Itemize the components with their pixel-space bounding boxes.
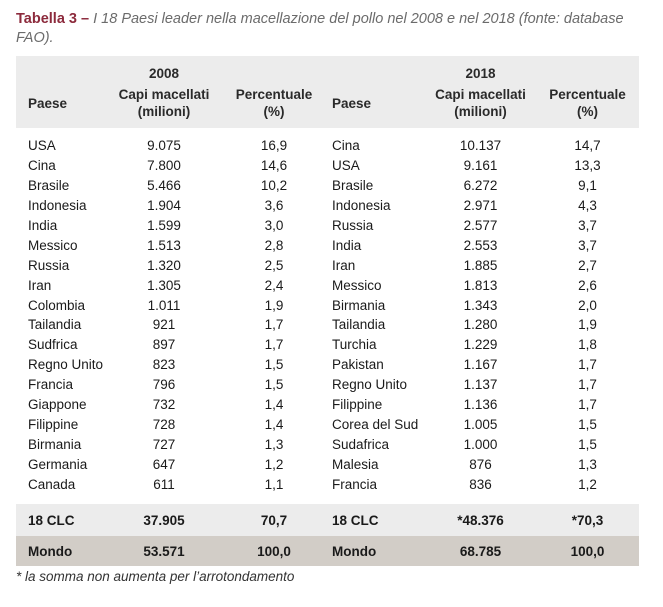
- cell-country-2008: Messico: [28, 237, 78, 253]
- cell-percentuale-2018: 9,1: [578, 178, 597, 194]
- table-row: [16, 355, 639, 375]
- cell-percentuale-2008: 1,3: [264, 436, 284, 452]
- cell-capi-2018: 1.885: [463, 257, 498, 273]
- table-row: [16, 315, 639, 335]
- cell-country-2018: Malesia: [332, 456, 379, 472]
- cell-capi-2008: 1.011: [147, 297, 181, 313]
- column-header-paese-2008: Paese: [16, 84, 106, 128]
- cell-percentuale-2008: 1,1: [264, 476, 284, 492]
- cell-percentuale-2008: 1,9: [264, 297, 284, 313]
- cell-capi-2008: 1.599: [147, 218, 181, 233]
- cell-percentuale-2008: 16,9: [260, 138, 288, 154]
- cell-country-2008: Filippine: [28, 416, 79, 432]
- cell-country-2018: Brasile: [332, 178, 374, 194]
- caption-text: I 18 Paesi leader nella macellazione del pollo nel 2008 e nel 2018 (fonte: database FAO).: [16, 11, 624, 46]
- cell-country-2018: Cina: [332, 138, 360, 154]
- table-row: [16, 196, 639, 216]
- perc-label-line1: Percentuale: [235, 87, 313, 102]
- table-row: [16, 216, 639, 236]
- table-row: [16, 136, 639, 156]
- cell-percentuale-2018: 1,8: [578, 337, 597, 353]
- cell-country-2018: Sudafrica: [332, 436, 390, 452]
- column-header-paese-2018: Paese: [326, 84, 425, 128]
- perc-label-line2: (%): [577, 104, 598, 119]
- cell-capi-2018: 1.005: [463, 416, 498, 432]
- summary-cell: *70,3: [536, 499, 639, 536]
- cell-capi-2018: 6.272: [463, 178, 498, 194]
- perc-label-line2: (%): [263, 104, 285, 119]
- cell-percentuale-2018: 1,7: [578, 397, 597, 413]
- cell-percentuale-2018: 1,5: [578, 436, 597, 452]
- cell-country-2008: Brasile: [28, 178, 70, 194]
- cell-percentuale-2008: 2,4: [264, 277, 284, 293]
- cell-percentuale-2008: 1,2: [264, 456, 284, 472]
- cell-capi-2018: 2.553: [463, 237, 498, 253]
- cell-country-2018: USA: [332, 158, 360, 174]
- table-body: [16, 128, 639, 499]
- cell-percentuale-2018: 1,9: [578, 317, 597, 333]
- cell-capi-2008: 897: [152, 337, 176, 353]
- summary-cell: Mondo: [326, 536, 425, 566]
- table-row: [16, 434, 639, 454]
- cell-capi-2018: 836: [469, 476, 492, 492]
- cell-country-2018: India: [332, 237, 362, 253]
- summary-cell: 70,7: [222, 499, 326, 536]
- cell-country-2018: Corea del Sud: [332, 416, 419, 432]
- cell-country-2008: Colombia: [28, 297, 86, 313]
- cell-percentuale-2018: 1,7: [578, 377, 597, 393]
- cell-country-2008: Birmania: [28, 436, 82, 452]
- capi-label-line1: Capi macellati: [118, 87, 210, 102]
- table-row: [16, 235, 639, 255]
- table-row: [16, 375, 639, 395]
- cell-percentuale-2008: 2,8: [264, 237, 284, 253]
- cell-country-2018: Filippine: [332, 397, 383, 413]
- capi-label-line1: Capi macellati: [435, 87, 526, 102]
- cell-country-2018: Indonesia: [332, 198, 391, 214]
- cell-country-2008: Cina: [28, 158, 56, 174]
- cell-percentuale-2018: 1,5: [578, 416, 597, 432]
- cell-percentuale-2008: 2,5: [264, 257, 284, 273]
- summary-cell: 100,0: [222, 536, 326, 566]
- summary-row-mondo: [16, 536, 639, 566]
- cell-country-2018: Iran: [332, 257, 356, 273]
- cell-capi-2018: 1.136: [463, 397, 498, 413]
- table-header: [16, 56, 639, 128]
- cell-capi-2008: 732: [152, 397, 176, 413]
- table-row: [16, 395, 639, 415]
- cell-capi-2008: 728: [152, 416, 176, 432]
- cell-percentuale-2018: 4,3: [578, 198, 597, 214]
- cell-percentuale-2018: 2,0: [578, 297, 597, 313]
- data-table: [16, 56, 639, 566]
- cell-country-2018: Messico: [332, 277, 382, 293]
- summary-row-18clc: [16, 499, 639, 536]
- cell-percentuale-2008: 1,7: [264, 317, 284, 333]
- cell-country-2008: Francia: [28, 377, 74, 393]
- cell-percentuale-2018: 1,7: [578, 357, 597, 373]
- footnote: * la somma non aumenta per l’arrotondamento: [16, 569, 295, 584]
- cell-capi-2008: 1.320: [147, 257, 181, 273]
- cell-capi-2018: 10.137: [459, 138, 502, 154]
- cell-country-2008: Germania: [28, 456, 88, 472]
- cell-capi-2018: 1.813: [463, 277, 498, 293]
- cell-country-2008: Indonesia: [28, 198, 87, 214]
- perc-label-line1: Percentuale: [549, 87, 626, 102]
- table-row: [16, 454, 639, 474]
- summary-cell: *48.376: [425, 499, 536, 536]
- table-summary: [16, 499, 639, 566]
- cell-percentuale-2008: 3,0: [264, 218, 284, 233]
- cell-capi-2018: 876: [469, 456, 492, 472]
- cell-country-2008: Giappone: [28, 397, 87, 413]
- cell-percentuale-2008: 1,5: [264, 377, 284, 393]
- table-row: [16, 255, 639, 275]
- cell-country-2008: Canada: [28, 476, 76, 492]
- cell-country-2008: India: [28, 218, 58, 233]
- year-2008-heading: 2008: [106, 56, 222, 84]
- cell-capi-2008: 9.075: [147, 138, 181, 154]
- capi-label-line2: (milioni): [454, 104, 507, 119]
- table-row: [16, 176, 639, 196]
- cell-capi-2008: 611: [153, 476, 175, 492]
- table-row: [16, 414, 639, 434]
- cell-capi-2008: 647: [152, 456, 176, 472]
- cell-percentuale-2008: 1,5: [264, 357, 284, 373]
- cell-country-2018: Russia: [332, 218, 374, 233]
- cell-country-2018: Turchia: [332, 337, 377, 353]
- table-row: [16, 275, 639, 295]
- summary-cell: 18 CLC: [326, 499, 425, 536]
- cell-capi-2008: 1.305: [147, 277, 181, 293]
- cell-country-2008: Regno Unito: [28, 357, 104, 373]
- summary-cell: 100,0: [536, 536, 639, 566]
- cell-capi-2018: 1.280: [463, 317, 498, 333]
- cell-percentuale-2018: 14,7: [574, 138, 601, 154]
- summary-cell: 53.571: [106, 536, 222, 566]
- table-row: [16, 295, 639, 315]
- cell-capi-2018: 2.577: [463, 218, 498, 233]
- table-caption: [16, 10, 646, 48]
- cell-percentuale-2018: 2,6: [578, 277, 597, 293]
- cell-capi-2018: 1.343: [463, 297, 498, 313]
- cell-capi-2008: 727: [152, 436, 176, 452]
- column-header-percentuale-2008: [222, 84, 326, 128]
- column-header-capi-2018: [425, 84, 536, 128]
- cell-percentuale-2008: 1,7: [264, 337, 284, 353]
- cell-country-2018: Birmania: [332, 297, 386, 313]
- caption-label: Tabella 3 –: [16, 11, 90, 27]
- cell-percentuale-2018: 13,3: [574, 158, 601, 174]
- cell-percentuale-2018: 3,7: [578, 237, 597, 253]
- cell-country-2008: Russia: [28, 257, 70, 273]
- cell-country-2018: Francia: [332, 476, 378, 492]
- summary-cell: 18 CLC: [16, 499, 106, 536]
- year-2018-heading: 2018: [425, 56, 536, 84]
- cell-percentuale-2018: 1,2: [578, 476, 597, 492]
- table-row: [16, 156, 639, 176]
- cell-capi-2018: 2.971: [463, 198, 498, 214]
- cell-percentuale-2008: 10,2: [260, 178, 288, 194]
- cell-percentuale-2018: 2,7: [578, 257, 597, 273]
- cell-capi-2008: 796: [152, 377, 176, 393]
- cell-capi-2018: 1.000: [463, 436, 498, 452]
- cell-capi-2008: 5.466: [147, 178, 181, 194]
- cell-capi-2018: 9.161: [463, 158, 498, 174]
- cell-capi-2018: 1.229: [463, 337, 498, 353]
- cell-percentuale-2008: 1,4: [264, 397, 284, 413]
- cell-country-2008: Iran: [28, 277, 52, 293]
- cell-country-2008: Sudfrica: [28, 337, 78, 353]
- cell-capi-2008: 823: [152, 357, 176, 373]
- cell-capi-2008: 921: [152, 317, 176, 333]
- column-header-capi-2008: [106, 84, 222, 128]
- cell-percentuale-2018: 3,7: [578, 218, 597, 233]
- summary-cell: 68.785: [425, 536, 536, 566]
- cell-capi-2008: 1.513: [147, 237, 181, 253]
- table-row: [16, 335, 639, 355]
- cell-percentuale-2008: 14,6: [260, 158, 288, 174]
- cell-country-2008: Tailandia: [28, 317, 82, 333]
- cell-country-2018: Tailandia: [332, 317, 386, 333]
- cell-percentuale-2008: 3,6: [264, 198, 284, 214]
- cell-capi-2018: 1.167: [463, 357, 498, 373]
- cell-country-2008: USA: [28, 138, 56, 154]
- capi-label-line2: (milioni): [137, 104, 191, 119]
- summary-cell: Mondo: [16, 536, 106, 566]
- cell-capi-2008: 7.800: [147, 158, 181, 174]
- cell-country-2018: Regno Unito: [332, 377, 408, 393]
- column-header-percentuale-2018: [536, 84, 639, 128]
- cell-capi-2008: 1.904: [147, 198, 181, 214]
- cell-country-2018: Pakistan: [332, 357, 384, 373]
- cell-percentuale-2018: 1,3: [578, 456, 597, 472]
- cell-capi-2018: 1.137: [463, 377, 498, 393]
- cell-percentuale-2008: 1,4: [264, 416, 284, 432]
- table-row: [16, 474, 639, 499]
- summary-cell: 37.905: [106, 499, 222, 536]
